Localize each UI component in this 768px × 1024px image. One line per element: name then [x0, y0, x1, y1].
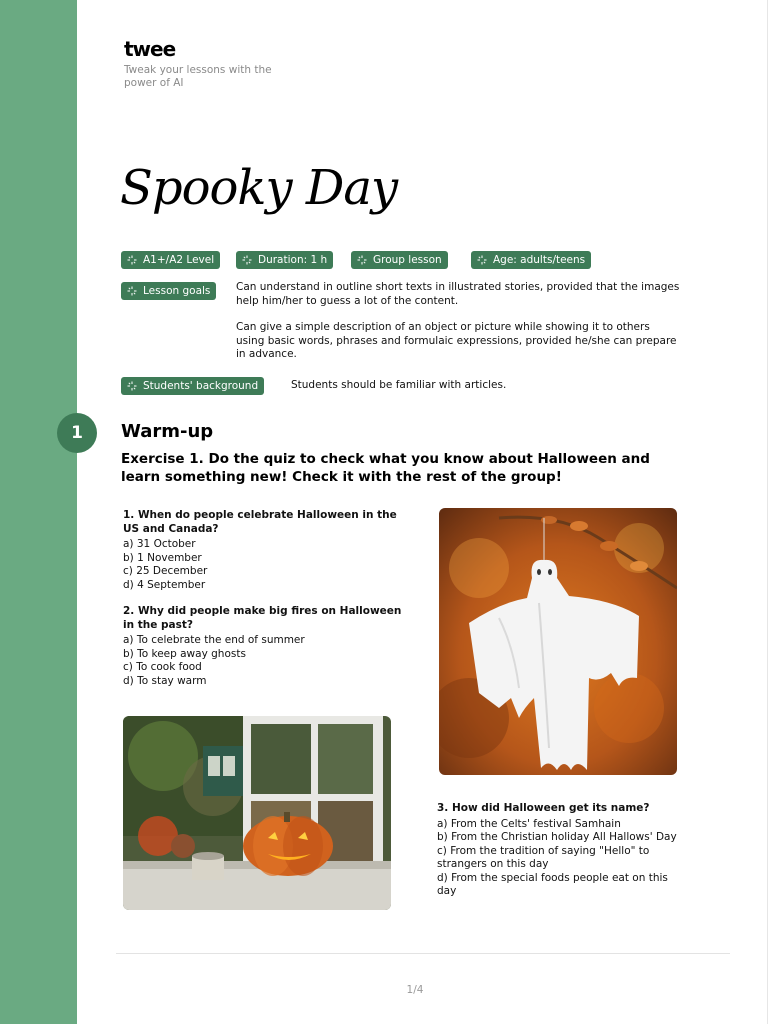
tag-duration — [236, 251, 333, 269]
lesson-goal-1: Can understand in outline short texts in illustrated stories, provided that the images help him/her to guess a lot of the content. — [236, 281, 680, 307]
quiz-question-3 — [437, 802, 677, 899]
answer-option: c) From the tradition of saying "Hello" to strangers on this day — [437, 844, 650, 870]
brand-logo[interactable]: twee — [124, 37, 176, 61]
sparkle-icon — [127, 381, 137, 391]
quiz-question-1 — [123, 509, 413, 592]
question-text: 3. How did Halloween get its name? — [437, 802, 650, 814]
answer-option: a) 31 October — [123, 538, 196, 550]
question-text: 2. Why did people make big fires on Halloween in the past? — [123, 605, 402, 631]
tag-lesson-goals — [121, 282, 216, 300]
left-sidebar — [0, 0, 77, 1024]
answer-option: d) To stay warm — [123, 674, 207, 687]
page-title: Spooky Day — [120, 160, 398, 216]
brand-tagline: Tweak your lessons with the power of AI — [124, 64, 272, 89]
sparkle-icon — [242, 255, 252, 265]
tag-level — [121, 251, 220, 269]
answer-option: d) From the special foods people eat on this day — [437, 871, 668, 897]
tag-lesson-goals-label: Lesson goals — [143, 285, 211, 297]
sparkle-icon — [357, 255, 367, 265]
sparkle-icon — [127, 286, 137, 296]
page-number: 1/4 — [406, 984, 424, 996]
answer-option: a) To celebrate the end of summer — [123, 634, 305, 646]
tag-age — [471, 251, 591, 269]
tag-group-label: Group lesson — [373, 254, 442, 266]
tag-students-background-label: Students' background — [143, 380, 259, 392]
quiz-question-2 — [123, 605, 413, 688]
tag-age-label: Age: adults/teens — [493, 254, 586, 266]
answer-option: b) To keep away ghosts — [123, 647, 246, 660]
pumpkin-photo — [123, 716, 391, 910]
answer-option: d) 4 September — [123, 578, 206, 591]
sparkle-icon — [127, 255, 137, 265]
answer-option: b) From the Christian holiday All Hallows' Day — [437, 831, 677, 843]
lesson-goal-2: Can give a simple description of an object or picture while showing it to others using basic words, phrases and formulaic expressions, provided he/she can prepare in advance. — [236, 321, 677, 360]
answer-option: c) To cook food — [123, 661, 202, 673]
footer-divider — [116, 953, 730, 954]
answer-option: a) From the Celts' festival Samhain — [437, 817, 621, 830]
section-title: Warm-up — [121, 421, 214, 442]
tag-level-label: A1+/A2 Level — [143, 254, 215, 266]
sparkle-icon — [477, 255, 487, 265]
tag-students-background — [121, 377, 264, 395]
step-number-badge: 1 — [57, 413, 97, 453]
question-text: 1. When do people celebrate Halloween in the US and Canada? — [123, 509, 397, 535]
ghost-photo — [439, 508, 677, 775]
tag-group — [351, 251, 448, 269]
students-background-text: Students should be familiar with articles. — [291, 379, 507, 391]
tag-duration-label: Duration: 1 h — [258, 254, 328, 266]
answer-option: c) 25 December — [123, 565, 208, 577]
exercise-instruction: Exercise 1. Do the quiz to check what you know about Halloween and learn something new! Check it with the rest of the group! — [121, 451, 650, 485]
answer-option: b) 1 November — [123, 551, 202, 564]
